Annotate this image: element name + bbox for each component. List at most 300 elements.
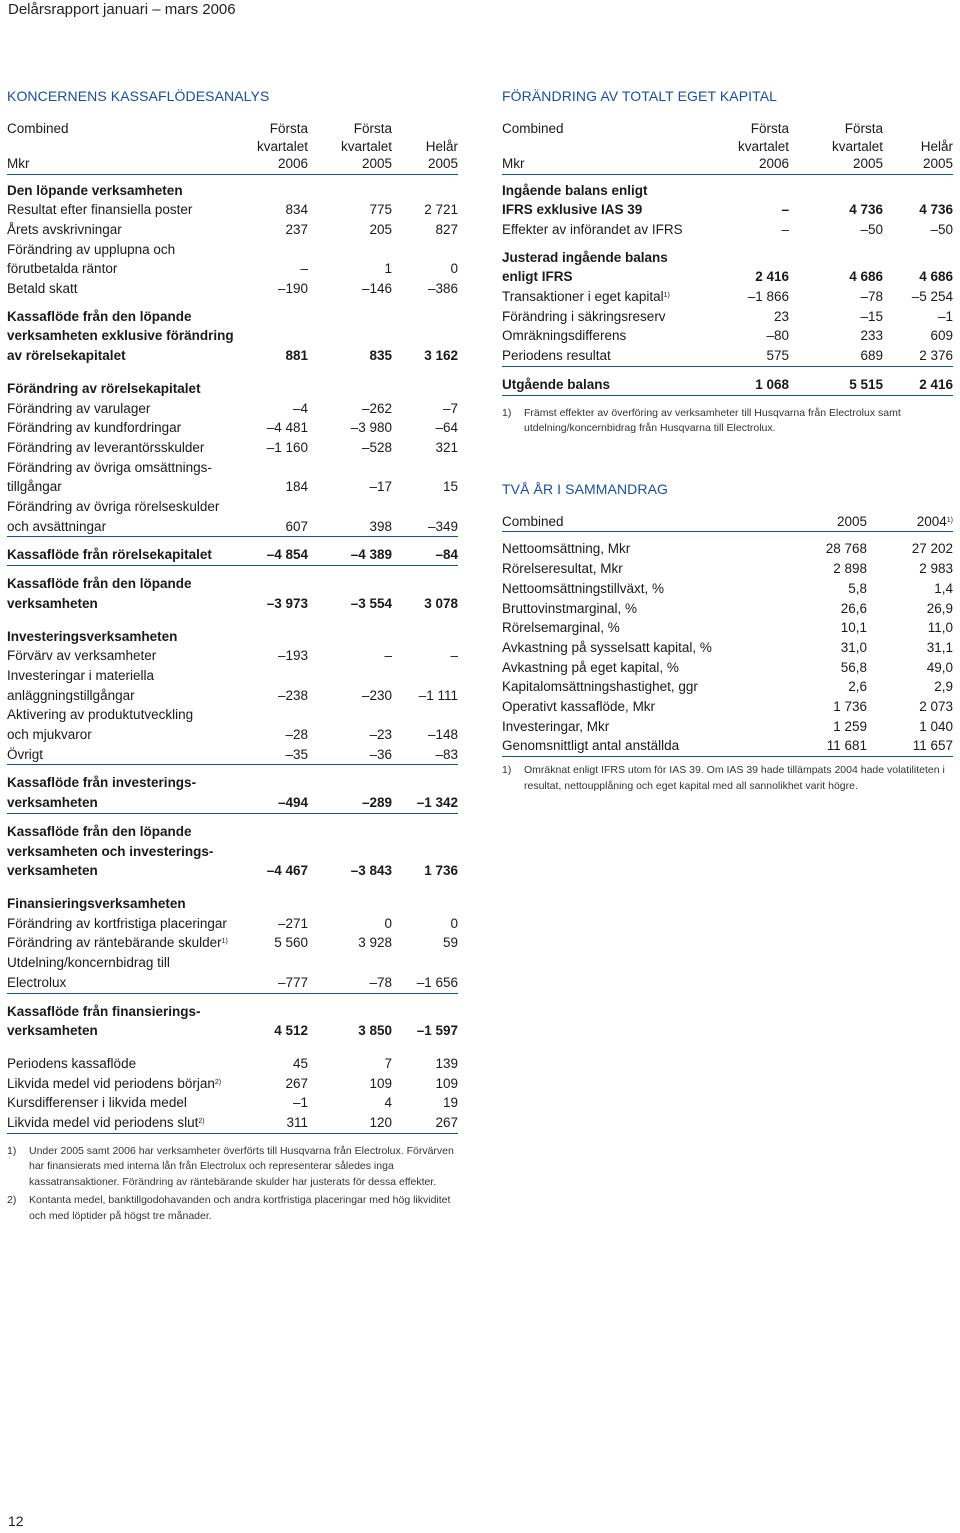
row-label xyxy=(502,248,711,268)
value-cell: –36 xyxy=(369,746,392,762)
value-cell: 109 xyxy=(435,1075,458,1091)
table-row xyxy=(502,267,953,287)
value-cell: –80 xyxy=(766,328,789,344)
row-label xyxy=(7,1093,240,1113)
value-cell: 19 xyxy=(442,1095,458,1111)
spacer xyxy=(7,1041,458,1054)
value-cell: –1 597 xyxy=(416,1023,458,1039)
table-row xyxy=(502,658,953,678)
row-label-text: tillgångar xyxy=(7,479,62,495)
row-label-text: Övrigt xyxy=(7,746,44,762)
header-cell xyxy=(392,120,458,138)
value-cell: – xyxy=(781,221,789,237)
table-row xyxy=(502,717,953,737)
table-group xyxy=(7,627,458,766)
header-cell: kvartalet xyxy=(831,138,883,154)
value-cell: –1 xyxy=(292,1095,308,1111)
value-cell: 5 515 xyxy=(849,376,883,392)
value-cell: 2 073 xyxy=(919,699,953,715)
value-cell: 31,0 xyxy=(840,639,867,655)
value-cell: –4 389 xyxy=(350,547,392,563)
row-label xyxy=(7,861,240,881)
value-cell: –35 xyxy=(285,746,308,762)
value-cell: 2,9 xyxy=(934,679,953,695)
value-cell: 205 xyxy=(369,221,392,237)
value-cell: –28 xyxy=(285,727,308,743)
value-cell: –3 973 xyxy=(266,595,308,611)
value-cell: –3 980 xyxy=(350,420,392,436)
value-cell: 27 202 xyxy=(911,541,953,557)
footnote-text: Kontanta medel, banktillgodohavanden och andra kortfristiga placeringar med hög likviditet och med löptider på högst tre månader. xyxy=(29,1193,451,1222)
value-cell: 321 xyxy=(435,439,458,455)
footnote xyxy=(7,1144,458,1191)
value-cell: –15 xyxy=(860,308,883,324)
row-label xyxy=(7,914,240,934)
row-label-text: verksamheten xyxy=(7,595,98,611)
header-label: Mkr xyxy=(502,156,525,171)
value-cell: 689 xyxy=(860,348,883,364)
table-row xyxy=(7,822,458,842)
table-row xyxy=(7,379,458,399)
header-cell xyxy=(883,120,953,138)
row-label-text: Kursdifferenser i likvida medel xyxy=(7,1095,187,1111)
footnote-ref: 2) xyxy=(214,1078,222,1086)
value-cell: 5 560 xyxy=(274,935,308,951)
row-label: Genomsnittligt antal anställda xyxy=(502,738,680,754)
value-cell: 1,4 xyxy=(934,580,953,596)
spacer xyxy=(7,814,458,822)
value-cell: 4 736 xyxy=(919,202,953,218)
value-cell: 1 xyxy=(384,261,392,277)
header-cell xyxy=(867,513,953,531)
row-label: Bruttovinstmarginal, % xyxy=(502,600,638,616)
row-label xyxy=(502,375,711,395)
table-row xyxy=(7,933,458,953)
row-label xyxy=(7,842,240,862)
row-label-text: Justerad ingående balans xyxy=(502,249,668,265)
row-label xyxy=(7,545,240,565)
row-label xyxy=(7,399,240,419)
value-cell: 139 xyxy=(435,1055,458,1071)
row-label-text: Kassaflöde från investerings- xyxy=(7,775,197,791)
table-row xyxy=(7,1074,458,1094)
row-label xyxy=(7,953,240,973)
table-row xyxy=(7,914,458,934)
equity-title: FÖRÄNDRING AV TOTALT EGET KAPITAL xyxy=(502,88,778,104)
header-label xyxy=(502,138,711,156)
table-row xyxy=(7,894,458,914)
value-cell: – xyxy=(300,261,308,277)
row-label-text: Förändring av kundfordringar xyxy=(7,420,182,436)
header-cell: kvartalet xyxy=(737,138,789,154)
value-cell: 56,8 xyxy=(840,659,867,675)
header-cell: Första xyxy=(844,121,883,136)
table-row xyxy=(7,705,458,725)
table-group xyxy=(502,539,953,757)
equity-column xyxy=(502,86,953,795)
row-label-text: Förändring av kortfristiga placeringar xyxy=(7,915,227,931)
table-row xyxy=(7,477,458,497)
table-row xyxy=(7,793,458,813)
value-cell: –78 xyxy=(860,289,883,305)
table-row xyxy=(7,686,458,706)
spacer xyxy=(7,366,458,379)
value-cell: –1 656 xyxy=(416,974,458,990)
value-cell: 775 xyxy=(369,202,392,218)
value-cell: –5 254 xyxy=(911,289,953,305)
header-label xyxy=(7,138,240,156)
value-cell: 2 898 xyxy=(833,561,867,577)
header-row xyxy=(7,155,458,173)
row-label-text: Aktivering av produktutveckling xyxy=(7,707,194,723)
header-row xyxy=(7,120,458,138)
row-label-text: verksamheten exklusive förändring xyxy=(7,328,234,344)
value-cell: 607 xyxy=(285,518,308,534)
row-label-text: verksamheten xyxy=(7,863,98,879)
table-row xyxy=(502,307,953,327)
header-cell: Första xyxy=(269,121,308,136)
value-cell: – xyxy=(450,648,458,664)
row-label xyxy=(7,745,240,765)
row-label xyxy=(7,259,240,279)
row-label xyxy=(7,326,240,346)
header-row xyxy=(502,138,953,156)
row-label-text: Finansieringsverksamheten xyxy=(7,896,186,911)
row-label-text: Periodens resultat xyxy=(502,348,611,364)
value-cell: 5,8 xyxy=(848,580,867,596)
value-cell: 0 xyxy=(450,915,458,931)
value-cell: 1 040 xyxy=(919,718,953,734)
value-cell: 2 376 xyxy=(919,348,953,364)
value-cell: 109 xyxy=(369,1075,392,1091)
footnote-number: 1) xyxy=(7,1144,17,1157)
table-row xyxy=(7,497,458,517)
cashflow-table-header xyxy=(7,120,458,175)
table-group xyxy=(502,181,953,240)
row-label: Operativt kassaflöde, Mkr xyxy=(502,699,656,715)
value-cell: 609 xyxy=(930,328,953,344)
row-label xyxy=(7,200,240,220)
value-cell: –148 xyxy=(427,727,458,743)
row-label xyxy=(502,220,711,240)
table-row xyxy=(7,181,458,201)
value-cell: 0 xyxy=(384,915,392,931)
value-cell: –528 xyxy=(361,439,392,455)
table-row xyxy=(502,539,953,559)
table-group xyxy=(7,822,458,881)
row-label-text: Årets avskrivningar xyxy=(7,221,122,237)
value-cell: –494 xyxy=(277,795,308,811)
row-label xyxy=(502,346,711,366)
footnote-ref: 2) xyxy=(198,1118,205,1126)
table-row xyxy=(502,618,953,638)
row-label xyxy=(7,458,240,478)
row-label: Investeringar, Mkr xyxy=(502,718,610,734)
table-row xyxy=(502,220,953,240)
row-label: Nettoomsättningstillväxt, % xyxy=(502,580,665,596)
value-cell: –146 xyxy=(361,281,392,297)
table-row xyxy=(7,517,458,537)
table-row xyxy=(502,638,953,658)
row-label xyxy=(7,773,240,793)
row-label: Avkastning på sysselsatt kapital, % xyxy=(502,639,712,655)
row-label xyxy=(7,279,240,299)
value-cell: 28 768 xyxy=(825,541,867,557)
row-label-text: Likvida medel vid periodens slut xyxy=(7,1115,199,1131)
value-cell: –50 xyxy=(860,221,883,237)
row-label-text: Omräkningsdifferens xyxy=(502,328,627,344)
value-cell: –4 xyxy=(292,400,308,416)
row-label: Rörelseresultat, Mkr xyxy=(502,561,623,577)
header-label: Combined xyxy=(502,121,564,136)
row-label xyxy=(7,793,240,813)
spacer xyxy=(7,614,458,627)
row-label xyxy=(7,418,240,438)
table-row xyxy=(7,200,458,220)
row-label-text: Likvida medel vid periodens början xyxy=(7,1075,215,1091)
row-label-text: Förändring av upplupna och xyxy=(7,241,176,257)
row-label-text: Utgående balans xyxy=(502,376,611,392)
table-group xyxy=(7,773,458,813)
row-label xyxy=(7,1074,240,1094)
row-label-text: Effekter av införandet av IFRS xyxy=(502,221,683,237)
value-cell: –78 xyxy=(369,974,392,990)
spacer xyxy=(502,240,953,248)
table-row xyxy=(7,259,458,279)
row-label-text: Förändring av räntebärande skulder xyxy=(7,935,222,951)
value-cell: 267 xyxy=(285,1075,308,1091)
table-row xyxy=(7,574,458,594)
value-cell: –193 xyxy=(277,648,308,664)
value-cell: 26,9 xyxy=(926,600,953,616)
value-cell: 267 xyxy=(435,1115,458,1131)
table-row xyxy=(7,594,458,614)
row-label-text: verksamheten xyxy=(7,795,98,811)
value-cell: –1 xyxy=(937,308,953,324)
table-row xyxy=(7,279,458,299)
row-label xyxy=(502,287,711,307)
value-cell: –289 xyxy=(361,795,392,811)
row-label xyxy=(7,933,240,953)
value-cell: 4 686 xyxy=(919,269,953,285)
header-cell: kvartalet xyxy=(256,138,308,154)
value-cell: 0 xyxy=(450,261,458,277)
table-row xyxy=(7,1054,458,1074)
footnote xyxy=(7,1193,458,1224)
value-cell: 2 416 xyxy=(919,376,953,392)
row-label xyxy=(7,705,240,725)
value-cell: 4 xyxy=(384,1095,392,1111)
value-cell: –271 xyxy=(277,915,308,931)
row-label-text: verksamheten xyxy=(7,1023,98,1039)
value-cell: 1 736 xyxy=(424,863,458,879)
value-cell: 2 416 xyxy=(755,269,789,285)
value-cell: 311 xyxy=(286,1115,308,1131)
row-label-text: Investeringar i materiella xyxy=(7,667,155,683)
table-row xyxy=(502,326,953,346)
row-label xyxy=(7,686,240,706)
value-cell: –262 xyxy=(361,400,392,416)
value-cell: –4 481 xyxy=(266,420,308,436)
row-label-text: enligt IFRS xyxy=(502,269,573,285)
spacer xyxy=(7,299,458,307)
row-label xyxy=(7,574,240,594)
value-cell: –386 xyxy=(427,281,458,297)
row-label xyxy=(7,240,240,260)
row-label-text: Periodens kassaflöde xyxy=(7,1055,137,1071)
row-label-text: anläggningstillgångar xyxy=(7,687,135,703)
row-label xyxy=(7,646,240,666)
value-cell: 15 xyxy=(442,479,458,495)
row-label xyxy=(7,477,240,497)
row-label xyxy=(7,379,240,399)
row-label-text: IFRS exklusive IAS 39 xyxy=(502,202,643,218)
value-cell: 4 736 xyxy=(849,202,883,218)
header-row xyxy=(7,138,458,156)
spacer xyxy=(7,765,458,773)
footnote-text: Främst effekter av överföring av verksamheter till Husqvarna från Electrolux samt utdelning/koncernbidrag från Husqvarna till Electrolux. xyxy=(524,406,901,435)
table-row xyxy=(7,842,458,862)
footnote-number: 1) xyxy=(502,764,512,777)
row-label xyxy=(7,438,240,458)
value-cell: –23 xyxy=(369,727,392,743)
value-cell: 49,0 xyxy=(926,659,953,675)
value-cell: –83 xyxy=(435,746,458,762)
value-cell: 4 686 xyxy=(849,269,883,285)
value-cell: –4 467 xyxy=(266,863,308,879)
value-cell: 120 xyxy=(369,1115,392,1131)
table-row xyxy=(502,346,953,366)
row-label-text: Betald skatt xyxy=(7,281,78,297)
row-label-text: och avsättningar xyxy=(7,518,107,534)
value-cell: –64 xyxy=(435,420,458,436)
table-row xyxy=(7,725,458,745)
equity-table-body xyxy=(502,181,953,396)
table-group xyxy=(7,545,458,566)
value-cell: –1 160 xyxy=(266,439,308,455)
header-cell: 2005 xyxy=(852,156,883,171)
row-label: Rörelsemarginal, % xyxy=(502,620,620,636)
spacer xyxy=(7,537,458,545)
table-row xyxy=(7,745,458,765)
cashflow-title: KONCERNENS KASSAFLÖDESANALYS xyxy=(7,88,270,104)
value-cell: 3 850 xyxy=(358,1023,392,1039)
row-label: Nettoomsättning, Mkr xyxy=(502,541,631,557)
header-cell: kvartalet xyxy=(340,138,392,154)
footnote-ref: 1) xyxy=(946,516,953,524)
value-cell: 2 721 xyxy=(424,202,458,218)
value-cell: 1 736 xyxy=(833,699,867,715)
value-cell: –3 554 xyxy=(350,595,392,611)
value-cell: –777 xyxy=(277,974,308,990)
row-label xyxy=(7,1113,240,1133)
table-row xyxy=(502,677,953,697)
table-row xyxy=(7,418,458,438)
table-row xyxy=(7,346,458,366)
value-cell: 7 xyxy=(384,1055,392,1071)
table-row xyxy=(7,240,458,260)
footnote-text: Omräknat enligt IFRS utom för IAS 39. Om IAS 39 hade tillämpats 2004 hade volatiliteten i resultat, nettoupplåning och eget kapital med all sannolikhet varit högre. xyxy=(524,764,945,792)
value-cell: –1 866 xyxy=(747,289,789,305)
header-cell: 2005 xyxy=(922,156,953,171)
header-row xyxy=(502,513,953,531)
table-row xyxy=(7,307,458,327)
value-cell: 398 xyxy=(369,518,392,534)
row-label xyxy=(7,517,240,537)
value-cell: 237 xyxy=(285,221,308,237)
value-cell: 3 928 xyxy=(358,935,392,951)
row-label-text: Electrolux xyxy=(7,974,67,990)
row-label xyxy=(7,666,240,686)
row-label-text: Förändring av rörelsekapitalet xyxy=(7,380,201,396)
header-row xyxy=(502,155,953,173)
value-cell: 1 259 xyxy=(833,718,867,734)
value-cell: –1 342 xyxy=(416,795,458,811)
row-label-text: Investeringsverksamheten xyxy=(7,628,178,644)
row-label-text: Kassaflöde från rörelsekapitalet xyxy=(7,547,212,563)
row-label xyxy=(7,497,240,517)
value-cell: 4 512 xyxy=(274,1023,308,1039)
summary-title: TVÅ ÅR I SAMMANDRAG xyxy=(502,480,669,497)
cashflow-footnotes xyxy=(7,1144,458,1225)
value-cell: 31,1 xyxy=(926,639,953,655)
header-cell: Helår xyxy=(425,138,458,154)
spacer xyxy=(7,994,458,1002)
equity-table-header xyxy=(502,120,953,175)
row-label xyxy=(502,200,711,220)
value-cell: 11 681 xyxy=(826,738,867,754)
header-cell: Helår xyxy=(920,138,953,154)
value-cell: –190 xyxy=(277,281,308,297)
row-label-text: Kassaflöde från den löpande xyxy=(7,308,192,324)
row-label xyxy=(7,307,240,327)
row-label-text: Den löpande verksamheten xyxy=(7,182,183,198)
table-row xyxy=(7,220,458,240)
spacer xyxy=(7,566,458,574)
footnote-number: 1) xyxy=(502,406,512,419)
table-row xyxy=(502,697,953,717)
table-row xyxy=(502,248,953,268)
spacer xyxy=(7,881,458,894)
summary-table-body xyxy=(502,539,953,757)
table-group xyxy=(7,181,458,299)
table-group xyxy=(502,248,953,367)
table-row xyxy=(7,646,458,666)
table-row xyxy=(7,666,458,686)
row-label xyxy=(7,894,240,914)
table-group xyxy=(7,379,458,538)
header-cell: Första xyxy=(353,121,392,136)
footnote-ref: 1) xyxy=(663,292,670,300)
running-header: Delårsrapport januari – mars 2006 xyxy=(8,1,236,18)
header-cell-text: 2004 xyxy=(916,513,947,529)
row-label-text: Resultat efter finansiella poster xyxy=(7,202,193,218)
row-label xyxy=(502,307,711,327)
equity-footnotes xyxy=(502,406,953,437)
value-cell: 2,6 xyxy=(848,679,867,695)
row-label xyxy=(502,326,711,346)
table-row xyxy=(7,399,458,419)
page-number: 12 xyxy=(8,1513,24,1529)
value-cell: 835 xyxy=(369,348,392,364)
table-row xyxy=(502,375,953,395)
value-cell: 45 xyxy=(292,1055,308,1071)
row-label xyxy=(7,973,240,993)
header-label: Combined xyxy=(7,121,69,136)
table-group xyxy=(7,574,458,613)
table-group xyxy=(7,1054,458,1134)
value-cell: – xyxy=(384,648,392,664)
